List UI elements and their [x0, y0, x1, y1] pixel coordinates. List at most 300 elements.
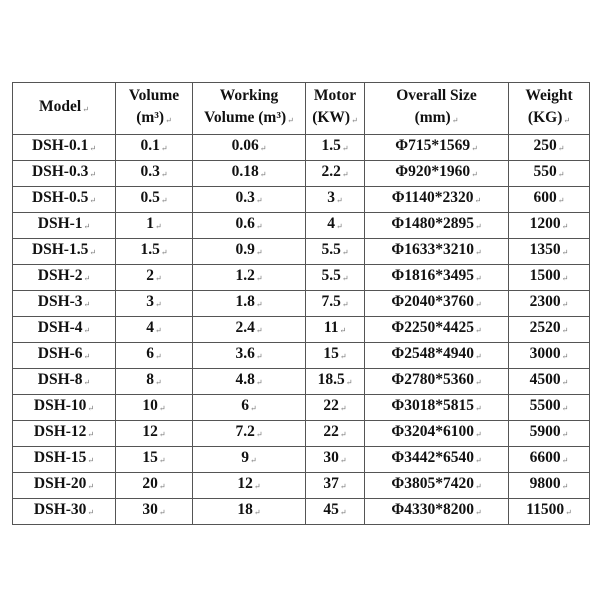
cell-volume [116, 421, 193, 447]
cell-value: 6600 [529, 449, 561, 466]
paragraph-mark: ↵ [339, 352, 347, 361]
cell-value: 18 [237, 501, 253, 518]
cell-motor [306, 187, 365, 213]
cell-model [13, 291, 116, 317]
paragraph-mark: ↵ [474, 456, 482, 465]
cell-value: DSH-6 [37, 345, 83, 362]
cell-value: Φ1633*3210 [391, 241, 474, 258]
cell-overall-size [365, 499, 509, 525]
paragraph-mark: ↵ [339, 430, 347, 439]
paragraph-mark: ↵ [561, 352, 569, 361]
cell-value: Φ4330*8200 [391, 501, 474, 518]
header-volume-line2: (m³) [136, 109, 165, 126]
paragraph-mark: ↵ [565, 508, 572, 517]
cell-value: 0.3 [235, 189, 255, 206]
table-row [13, 421, 590, 447]
paragraph-mark: ↵ [336, 196, 343, 205]
cell-value: 22 [323, 423, 339, 440]
paragraph-mark: ↵ [561, 456, 569, 465]
cell-value: DSH-30 [33, 501, 87, 518]
header-motor [306, 83, 365, 135]
paragraph-mark: ↵ [255, 378, 263, 387]
paragraph-mark: ↵ [87, 456, 95, 465]
paragraph-mark: ↵ [471, 144, 478, 153]
cell-motor [306, 213, 365, 239]
header-volume-line1: Volume [128, 87, 180, 104]
cell-working-volume [193, 265, 306, 291]
cell-value: 7.5 [321, 293, 341, 310]
cell-overall-size [365, 291, 509, 317]
cell-model [13, 317, 116, 343]
paragraph-mark: ↵ [474, 326, 482, 335]
cell-overall-size [365, 421, 509, 447]
paragraph-mark: ↵ [341, 274, 349, 283]
cell-volume [116, 135, 193, 161]
cell-weight [509, 421, 590, 447]
cell-value: Φ1140*2320 [391, 189, 474, 206]
header-motor-line1: Motor [313, 87, 357, 104]
cell-motor [306, 265, 365, 291]
table-row [13, 395, 590, 421]
cell-weight [509, 187, 590, 213]
header-working-volume-line1: Working [219, 87, 279, 104]
cell-overall-size [365, 447, 509, 473]
paragraph-mark: ↵ [339, 456, 347, 465]
cell-weight [509, 135, 590, 161]
cell-value: 3 [327, 189, 336, 206]
cell-value: DSH-12 [33, 423, 87, 440]
cell-value: 550 [533, 163, 557, 180]
table-row [13, 135, 590, 161]
paragraph-mark: ↵ [255, 222, 263, 231]
paragraph-mark: ↵ [471, 170, 478, 179]
table-row [13, 343, 590, 369]
cell-volume [116, 343, 193, 369]
cell-motor [306, 291, 365, 317]
cell-value: 5500 [529, 397, 561, 414]
header-row [13, 83, 590, 135]
cell-weight [509, 395, 590, 421]
cell-value: DSH-3 [37, 293, 83, 310]
paragraph-mark: ↵ [250, 404, 257, 413]
cell-weight [509, 447, 590, 473]
cell-value: 2.4 [235, 319, 255, 336]
cell-volume [116, 213, 193, 239]
cell-model [13, 239, 116, 265]
paragraph-mark: ↵ [253, 482, 261, 491]
cell-value: DSH-20 [33, 475, 87, 492]
cell-working-volume [193, 421, 306, 447]
paragraph-mark: ↵ [474, 378, 482, 387]
cell-weight [509, 265, 590, 291]
cell-value: 1350 [529, 241, 561, 258]
cell-overall-size [365, 343, 509, 369]
paragraph-mark: ↵ [563, 116, 571, 125]
paragraph-mark: ↵ [557, 144, 565, 153]
paragraph-mark: ↵ [89, 144, 97, 153]
cell-weight [509, 473, 590, 499]
cell-weight [509, 343, 590, 369]
cell-value: 3000 [529, 345, 561, 362]
paragraph-mark: ↵ [158, 456, 166, 465]
header-weight-line2: (KG) [527, 109, 563, 126]
paragraph-mark: ↵ [250, 456, 257, 465]
paragraph-mark: ↵ [160, 196, 168, 205]
paragraph-mark: ↵ [253, 508, 261, 517]
cell-weight [509, 369, 590, 395]
cell-volume [116, 395, 193, 421]
header-weight [509, 83, 590, 135]
cell-volume [116, 499, 193, 525]
paragraph-mark: ↵ [158, 430, 166, 439]
cell-value: Φ1480*2895 [391, 215, 474, 232]
cell-value: 8 [146, 371, 155, 388]
cell-value: 1200 [529, 215, 561, 232]
cell-model [13, 265, 116, 291]
cell-value: 22 [323, 397, 339, 414]
cell-value: Φ1816*3495 [391, 267, 474, 284]
header-model [13, 83, 116, 135]
paragraph-mark: ↵ [557, 196, 565, 205]
paragraph-mark: ↵ [287, 116, 294, 125]
cell-value: Φ2040*3760 [391, 293, 474, 310]
cell-value: 9800 [529, 475, 561, 492]
cell-value: DSH-1 [37, 215, 83, 232]
cell-value: 11500 [526, 501, 565, 518]
cell-model [13, 499, 116, 525]
cell-value: 2.2 [321, 163, 341, 180]
cell-value: DSH-0.1 [31, 137, 89, 154]
cell-value: 1 [146, 215, 155, 232]
paragraph-mark: ↵ [83, 378, 91, 387]
cell-value: 0.18 [231, 163, 259, 180]
cell-value: 15 [323, 345, 339, 362]
header-overall-size-line2: (mm) [414, 109, 451, 126]
cell-value: 6 [241, 397, 250, 414]
paragraph-mark: ↵ [83, 300, 91, 309]
cell-overall-size [365, 135, 509, 161]
cell-value: 12 [142, 423, 158, 440]
paragraph-mark: ↵ [339, 482, 347, 491]
paragraph-mark: ↵ [474, 508, 482, 517]
paragraph-mark: ↵ [474, 352, 482, 361]
paragraph-mark: ↵ [339, 404, 347, 413]
cell-motor [306, 369, 365, 395]
cell-weight [509, 499, 590, 525]
cell-value: 0.1 [140, 137, 160, 154]
paragraph-mark: ↵ [341, 144, 349, 153]
cell-value: 5.5 [321, 267, 341, 284]
cell-motor [306, 395, 365, 421]
paragraph-mark: ↵ [255, 196, 263, 205]
cell-value: 10 [142, 397, 158, 414]
paragraph-mark: ↵ [561, 300, 569, 309]
paragraph-mark: ↵ [89, 248, 97, 257]
cell-weight [509, 161, 590, 187]
paragraph-mark: ↵ [155, 326, 162, 335]
header-working-volume-line2: Volume (m³) [204, 109, 287, 126]
cell-model [13, 473, 116, 499]
paragraph-mark: ↵ [341, 170, 349, 179]
table-row [13, 499, 590, 525]
paragraph-mark: ↵ [155, 378, 162, 387]
cell-value: 0.6 [235, 215, 255, 232]
cell-motor [306, 239, 365, 265]
cell-value: Φ2548*4940 [391, 345, 474, 362]
cell-weight [509, 317, 590, 343]
cell-overall-size [365, 369, 509, 395]
paragraph-mark: ↵ [255, 352, 263, 361]
paragraph-mark: ↵ [561, 222, 569, 231]
cell-volume [116, 291, 193, 317]
cell-weight [509, 213, 590, 239]
cell-value: Φ3442*6540 [391, 449, 474, 466]
paragraph-mark: ↵ [561, 326, 569, 335]
cell-value: Φ3805*7420 [391, 475, 474, 492]
cell-value: 12 [237, 475, 253, 492]
cell-value: 18.5 [317, 371, 345, 388]
cell-value: 6 [146, 345, 155, 362]
cell-value: 4.8 [235, 371, 255, 388]
cell-value: 1.5 [140, 241, 160, 258]
cell-model [13, 447, 116, 473]
paragraph-mark: ↵ [474, 430, 482, 439]
paragraph-mark: ↵ [336, 222, 343, 231]
cell-model [13, 395, 116, 421]
cell-overall-size [365, 161, 509, 187]
paragraph-mark: ↵ [155, 222, 162, 231]
cell-value: DSH-0.5 [31, 189, 89, 206]
cell-working-volume [193, 473, 306, 499]
cell-volume [116, 161, 193, 187]
cell-working-volume [193, 447, 306, 473]
paragraph-mark: ↵ [87, 430, 95, 439]
paragraph-mark: ↵ [259, 170, 267, 179]
cell-motor [306, 421, 365, 447]
cell-model [13, 187, 116, 213]
cell-value: Φ3204*6100 [391, 423, 474, 440]
cell-volume [116, 265, 193, 291]
paragraph-mark: ↵ [83, 222, 91, 231]
cell-value: 7.2 [235, 423, 255, 440]
paragraph-mark: ↵ [82, 105, 89, 114]
cell-working-volume [193, 369, 306, 395]
cell-volume [116, 473, 193, 499]
cell-value: 20 [142, 475, 158, 492]
spec-table [12, 82, 590, 525]
paragraph-mark: ↵ [255, 300, 263, 309]
cell-value: 600 [533, 189, 557, 206]
cell-value: 0.5 [140, 189, 160, 206]
paragraph-mark: ↵ [341, 248, 349, 257]
paragraph-mark: ↵ [341, 300, 349, 309]
header-motor-line2: (KW) [312, 109, 351, 126]
paragraph-mark: ↵ [255, 430, 263, 439]
cell-overall-size [365, 187, 509, 213]
cell-volume [116, 317, 193, 343]
paragraph-mark: ↵ [158, 508, 166, 517]
paragraph-mark: ↵ [87, 404, 95, 413]
cell-value: 5900 [529, 423, 561, 440]
table-row [13, 317, 590, 343]
cell-working-volume [193, 161, 306, 187]
paragraph-mark: ↵ [160, 170, 168, 179]
paragraph-mark: ↵ [451, 116, 459, 125]
cell-value: 0.06 [231, 137, 259, 154]
table-row [13, 239, 590, 265]
paragraph-mark: ↵ [474, 404, 482, 413]
table-row [13, 291, 590, 317]
paragraph-mark: ↵ [255, 274, 263, 283]
cell-overall-size [365, 317, 509, 343]
cell-overall-size [365, 239, 509, 265]
cell-motor [306, 499, 365, 525]
cell-value: 2300 [529, 293, 561, 310]
header-overall-size [365, 83, 509, 135]
paragraph-mark: ↵ [339, 508, 347, 517]
cell-value: 1500 [529, 267, 561, 284]
paragraph-mark: ↵ [345, 378, 353, 387]
paragraph-mark: ↵ [89, 170, 97, 179]
cell-working-volume [193, 499, 306, 525]
cell-value: 5.5 [321, 241, 341, 258]
header-working-volume [193, 83, 306, 135]
paragraph-mark: ↵ [561, 482, 569, 491]
paragraph-mark: ↵ [474, 274, 482, 283]
cell-value: 37 [323, 475, 339, 492]
cell-value: Φ2250*4425 [391, 319, 474, 336]
cell-value: DSH-1.5 [31, 241, 89, 258]
cell-overall-size [365, 213, 509, 239]
cell-value: 30 [323, 449, 339, 466]
paragraph-mark: ↵ [83, 274, 91, 283]
cell-value: Φ715*1569 [395, 137, 471, 154]
cell-value: 3 [146, 293, 155, 310]
paragraph-mark: ↵ [474, 222, 482, 231]
table-row [13, 187, 590, 213]
cell-value: 30 [142, 501, 158, 518]
cell-value: DSH-4 [37, 319, 83, 336]
cell-value: 1.5 [321, 137, 341, 154]
paragraph-mark: ↵ [561, 404, 569, 413]
paragraph-mark: ↵ [87, 508, 95, 517]
cell-model [13, 421, 116, 447]
cell-value: DSH-2 [37, 267, 83, 284]
cell-motor [306, 473, 365, 499]
cell-value: 11 [323, 319, 339, 336]
cell-model [13, 135, 116, 161]
spec-table-body [13, 135, 590, 525]
cell-model [13, 369, 116, 395]
paragraph-mark: ↵ [83, 352, 91, 361]
table-row [13, 161, 590, 187]
header-model-label: Model [39, 98, 82, 115]
cell-value: 45 [323, 501, 339, 518]
cell-overall-size [365, 265, 509, 291]
paragraph-mark: ↵ [561, 378, 569, 387]
cell-value: 0.3 [140, 163, 160, 180]
paragraph-mark: ↵ [474, 248, 482, 257]
cell-volume [116, 239, 193, 265]
cell-value: 15 [142, 449, 158, 466]
header-volume [116, 83, 193, 135]
cell-value: 4 [146, 319, 155, 336]
cell-motor [306, 135, 365, 161]
table-row [13, 447, 590, 473]
cell-value: DSH-15 [33, 449, 87, 466]
cell-value: 0.9 [235, 241, 255, 258]
cell-value: 250 [533, 137, 557, 154]
cell-volume [116, 187, 193, 213]
cell-value: 4 [327, 215, 336, 232]
cell-model [13, 343, 116, 369]
cell-weight [509, 291, 590, 317]
cell-motor [306, 447, 365, 473]
paragraph-mark: ↵ [158, 482, 166, 491]
paragraph-mark: ↵ [561, 248, 569, 257]
paragraph-mark: ↵ [155, 352, 162, 361]
paragraph-mark: ↵ [165, 116, 172, 125]
paragraph-mark: ↵ [255, 326, 263, 335]
cell-motor [306, 343, 365, 369]
cell-working-volume [193, 395, 306, 421]
paragraph-mark: ↵ [160, 144, 168, 153]
cell-overall-size [365, 473, 509, 499]
cell-working-volume [193, 213, 306, 239]
cell-model [13, 161, 116, 187]
paragraph-mark: ↵ [351, 116, 358, 125]
paragraph-mark: ↵ [561, 274, 569, 283]
cell-value: 2520 [529, 319, 561, 336]
cell-value: DSH-0.3 [31, 163, 89, 180]
cell-volume [116, 369, 193, 395]
cell-working-volume [193, 239, 306, 265]
cell-motor [306, 161, 365, 187]
paragraph-mark: ↵ [255, 248, 263, 257]
cell-value: DSH-8 [37, 371, 83, 388]
paragraph-mark: ↵ [339, 326, 347, 335]
paragraph-mark: ↵ [89, 196, 97, 205]
cell-model [13, 213, 116, 239]
header-weight-line1: Weight [525, 87, 573, 104]
header-overall-size-line1: Overall Size [396, 87, 477, 104]
cell-value: Φ2780*5360 [391, 371, 474, 388]
paragraph-mark: ↵ [83, 326, 91, 335]
paragraph-mark: ↵ [474, 300, 482, 309]
cell-value: 3.6 [235, 345, 255, 362]
cell-value: DSH-10 [33, 397, 87, 414]
paragraph-mark: ↵ [474, 196, 482, 205]
cell-value: 4500 [529, 371, 561, 388]
table-row [13, 265, 590, 291]
paragraph-mark: ↵ [158, 404, 166, 413]
paragraph-mark: ↵ [155, 274, 162, 283]
cell-working-volume [193, 317, 306, 343]
cell-value: Φ3018*5815 [391, 397, 474, 414]
cell-value: 9 [241, 449, 250, 466]
cell-working-volume [193, 135, 306, 161]
paragraph-mark: ↵ [259, 144, 267, 153]
cell-working-volume [193, 343, 306, 369]
table-row [13, 213, 590, 239]
cell-volume [116, 447, 193, 473]
cell-value: 1.8 [235, 293, 255, 310]
cell-value: 1.2 [235, 267, 255, 284]
cell-value: 2 [146, 267, 155, 284]
cell-value: Φ920*1960 [395, 163, 471, 180]
paragraph-mark: ↵ [87, 482, 95, 491]
paragraph-mark: ↵ [155, 300, 162, 309]
